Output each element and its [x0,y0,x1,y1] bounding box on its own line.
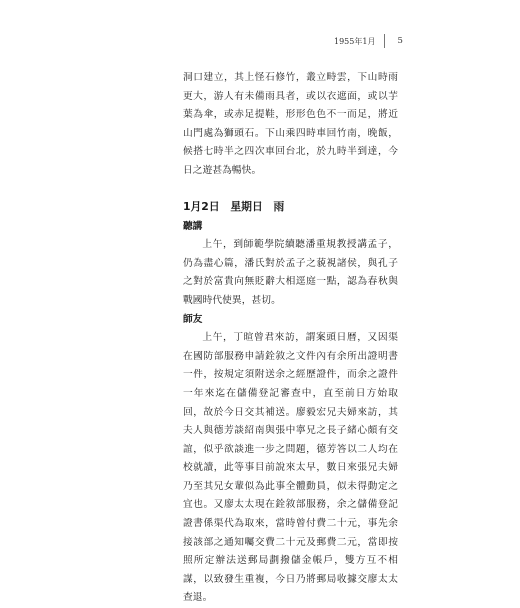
page-header-title: 1955年1月 [334,36,376,46]
section-heading-lecture: 聽講 [183,220,203,232]
intro-paragraph: 洞口建立，其上怪石修竹，叢立畤雲，下山時雨更大，游人有未備雨具者，或以衣遮面，或以芋葉為傘，或赤足提鞋，形形色色不一而足，將近山門處為獅頭石。下山乘四時車回竹南，晚飯，候搭七時半之四次車回台北，於九時半到達，今日之遊甚為暢快。 [183,72,398,176]
entry-weekday: 星期日 [230,199,263,213]
header-divider [384,34,385,48]
section-heading-friends: 師友 [183,313,203,325]
diary-body [183,69,398,608]
page-number: 5 [397,36,403,46]
entry-date: 1月2日 [183,199,220,213]
entry-weather: 雨 [273,199,285,213]
section-text-friends: 上午，丁暄曾君來訪，謂案頭日暦，又因渠在國防部服務申請銓敘之文件內有余所出證明書一件，按規定須附送余之經歷證件，而余之證件一年來迄在儲備登記審查中，直至前日方始取回，故於今日交其補送。廖毅宏兄夫婦來訪，其夫人與德芳談紹南與張中寧兄之長子緒心頗有交誼，似乎欲談進一步之問題，德芳答以二人均在校就讀，此等事目前說來太早，數日來張兄夫婦乃至其兄女輩似為此事全體動員，似未得動定之宜也。又廖太太現在銓敘部服務，余之儲備登記證書係渠代為取來，當時曾付費二十元，事先余接該部之通知囑交費二十元及郵費二元，當即按照所定辦法送郵局劃撥儲金帳戶，雙方互不相謀，以致發生重複，今日乃將郵局收據交廖太太查退。 [183,332,398,604]
entry-date-heading [183,197,398,217]
page-header [334,34,403,48]
section-text-lecture: 上午，到師範學院續聽潘重規教授講孟子，仍為盡心篇，潘氏對於孟子之藐視諸侯，與孔子之對於富貴向無貶辭大相逕庭一點，認為春秋與戰國時代使異，甚切。 [183,239,398,306]
